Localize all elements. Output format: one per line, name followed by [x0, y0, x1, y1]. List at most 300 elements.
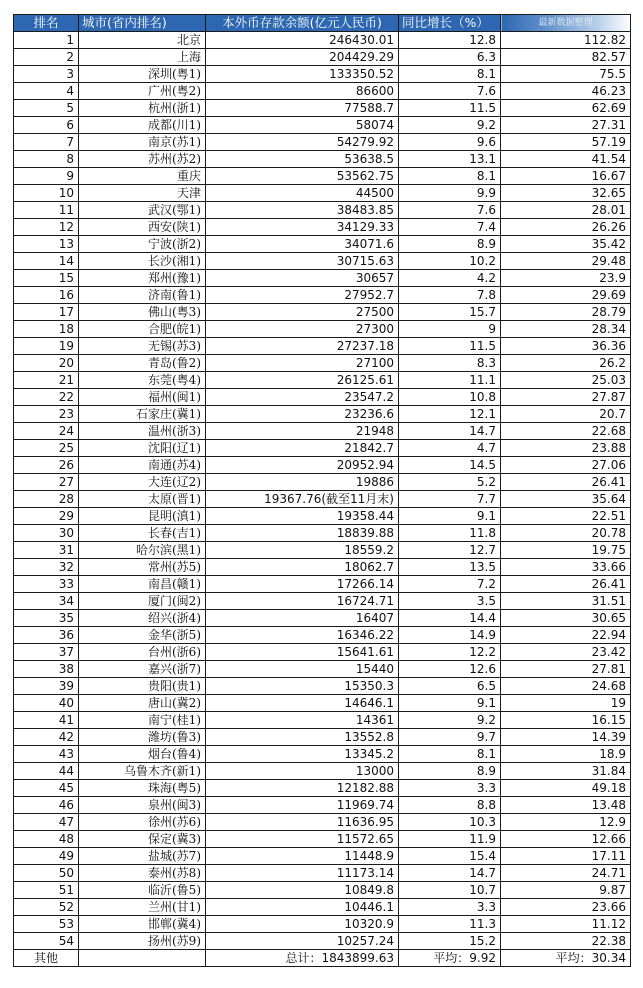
cell-extra: 20.7	[501, 406, 631, 423]
table-row	[14, 882, 631, 899]
cell-growth: 9.7	[399, 729, 501, 746]
cell-deposit: 13000	[206, 763, 399, 780]
cell-growth: 9	[399, 321, 501, 338]
cell-city: 长春(吉1)	[79, 525, 206, 542]
cell-city: 苏州(苏2)	[79, 151, 206, 168]
cell-extra: 26.26	[501, 219, 631, 236]
cell-city: 宁波(浙2)	[79, 236, 206, 253]
cell-growth: 10.3	[399, 814, 501, 831]
footer-extra-average: 平均：30.34	[501, 950, 631, 967]
cell-city: 贵阳(贵1)	[79, 678, 206, 695]
cell-rank: 9	[14, 168, 79, 185]
cell-deposit: 11448.9	[206, 848, 399, 865]
cell-rank: 32	[14, 559, 79, 576]
cell-deposit: 53638.5	[206, 151, 399, 168]
table-row	[14, 695, 631, 712]
cell-city: 徐州(苏6)	[79, 814, 206, 831]
header-growth: 同比增长（%）	[399, 15, 501, 32]
cell-growth: 14.7	[399, 423, 501, 440]
cell-growth: 7.7	[399, 491, 501, 508]
cell-deposit: 19886	[206, 474, 399, 491]
cell-extra: 22.68	[501, 423, 631, 440]
footer-growth-average: 平均：9.92	[399, 950, 501, 967]
table-row	[14, 219, 631, 236]
cell-city: 常州(苏5)	[79, 559, 206, 576]
table-row	[14, 151, 631, 168]
table-row	[14, 508, 631, 525]
deposit-ranking-table	[13, 14, 631, 967]
cell-growth: 9.9	[399, 185, 501, 202]
table-row	[14, 83, 631, 100]
table-row	[14, 797, 631, 814]
table-row	[14, 491, 631, 508]
cell-deposit: 11572.65	[206, 831, 399, 848]
cell-rank: 16	[14, 287, 79, 304]
cell-rank: 43	[14, 746, 79, 763]
cell-city: 烟台(鲁4)	[79, 746, 206, 763]
cell-rank: 31	[14, 542, 79, 559]
cell-city: 郑州(豫1)	[79, 270, 206, 287]
cell-rank: 40	[14, 695, 79, 712]
cell-extra: 23.9	[501, 270, 631, 287]
cell-city: 南宁(桂1)	[79, 712, 206, 729]
table-row	[14, 661, 631, 678]
cell-city: 上海	[79, 49, 206, 66]
cell-growth: 9.2	[399, 117, 501, 134]
table-row	[14, 780, 631, 797]
cell-rank: 50	[14, 865, 79, 882]
cell-extra: 57.19	[501, 134, 631, 151]
cell-rank: 15	[14, 270, 79, 287]
cell-extra: 13.48	[501, 797, 631, 814]
cell-extra: 16.15	[501, 712, 631, 729]
table-header-row	[14, 15, 631, 32]
cell-extra: 26.41	[501, 576, 631, 593]
cell-rank: 46	[14, 797, 79, 814]
cell-growth: 6.5	[399, 678, 501, 695]
cell-city: 青岛(鲁2)	[79, 355, 206, 372]
table-row	[14, 746, 631, 763]
cell-growth: 11.9	[399, 831, 501, 848]
cell-city: 北京	[79, 32, 206, 49]
cell-extra: 22.94	[501, 627, 631, 644]
table-row	[14, 576, 631, 593]
cell-rank: 23	[14, 406, 79, 423]
cell-rank: 8	[14, 151, 79, 168]
cell-growth: 15.7	[399, 304, 501, 321]
cell-city: 深圳(粤1)	[79, 66, 206, 83]
cell-city: 泉州(闽3)	[79, 797, 206, 814]
table-row	[14, 236, 631, 253]
cell-extra: 46.23	[501, 83, 631, 100]
cell-rank: 19	[14, 338, 79, 355]
cell-deposit: 21842.7	[206, 440, 399, 457]
cell-deposit: 34071.6	[206, 236, 399, 253]
cell-city: 邯郸(冀4)	[79, 916, 206, 933]
cell-city: 兰州(甘1)	[79, 899, 206, 916]
cell-growth: 13.5	[399, 559, 501, 576]
cell-rank: 1	[14, 32, 79, 49]
table-row	[14, 389, 631, 406]
cell-rank: 49	[14, 848, 79, 865]
table-row	[14, 440, 631, 457]
cell-city: 长沙(湘1)	[79, 253, 206, 270]
cell-extra: 28.01	[501, 202, 631, 219]
header-deposit: 本外币存款余额(亿元人民币)	[206, 15, 399, 32]
cell-city: 盐城(苏7)	[79, 848, 206, 865]
cell-extra: 41.54	[501, 151, 631, 168]
cell-extra: 112.82	[501, 32, 631, 49]
cell-deposit: 246430.01	[206, 32, 399, 49]
cell-deposit: 20952.94	[206, 457, 399, 474]
table-row	[14, 253, 631, 270]
table-row	[14, 899, 631, 916]
cell-city: 成都(川1)	[79, 117, 206, 134]
cell-deposit: 58074	[206, 117, 399, 134]
cell-growth: 10.7	[399, 882, 501, 899]
cell-deposit: 18062.7	[206, 559, 399, 576]
table-row	[14, 678, 631, 695]
cell-growth: 6.3	[399, 49, 501, 66]
cell-deposit: 27500	[206, 304, 399, 321]
cell-deposit: 54279.92	[206, 134, 399, 151]
cell-rank: 38	[14, 661, 79, 678]
table-row	[14, 593, 631, 610]
cell-extra: 16.67	[501, 168, 631, 185]
cell-city: 济南(鲁1)	[79, 287, 206, 304]
cell-extra: 62.69	[501, 100, 631, 117]
cell-city: 南京(苏1)	[79, 134, 206, 151]
cell-extra: 25.03	[501, 372, 631, 389]
cell-city: 温州(浙3)	[79, 423, 206, 440]
deposit-ranking-table-container	[13, 14, 630, 967]
cell-deposit: 13552.8	[206, 729, 399, 746]
cell-growth: 12.6	[399, 661, 501, 678]
cell-growth: 8.8	[399, 797, 501, 814]
cell-extra: 22.51	[501, 508, 631, 525]
cell-rank: 39	[14, 678, 79, 695]
cell-deposit: 15350.3	[206, 678, 399, 695]
cell-deposit: 86600	[206, 83, 399, 100]
cell-rank: 37	[14, 644, 79, 661]
cell-growth: 12.1	[399, 406, 501, 423]
cell-city: 佛山(粤3)	[79, 304, 206, 321]
cell-deposit: 38483.85	[206, 202, 399, 219]
table-row	[14, 270, 631, 287]
cell-city: 保定(冀3)	[79, 831, 206, 848]
table-row	[14, 712, 631, 729]
cell-deposit: 11969.74	[206, 797, 399, 814]
table-footer-row	[14, 950, 631, 967]
cell-growth: 14.5	[399, 457, 501, 474]
table-row	[14, 168, 631, 185]
table-row	[14, 474, 631, 491]
cell-deposit: 27952.7	[206, 287, 399, 304]
cell-growth: 3.3	[399, 780, 501, 797]
cell-rank: 33	[14, 576, 79, 593]
cell-rank: 53	[14, 916, 79, 933]
table-row	[14, 202, 631, 219]
cell-deposit: 11173.14	[206, 865, 399, 882]
cell-growth: 7.8	[399, 287, 501, 304]
cell-deposit: 77588.7	[206, 100, 399, 117]
cell-growth: 7.6	[399, 202, 501, 219]
cell-deposit: 53562.75	[206, 168, 399, 185]
table-row	[14, 831, 631, 848]
cell-growth: 8.3	[399, 355, 501, 372]
cell-city: 无锡(苏3)	[79, 338, 206, 355]
cell-city: 大连(辽2)	[79, 474, 206, 491]
cell-rank: 3	[14, 66, 79, 83]
cell-rank: 36	[14, 627, 79, 644]
cell-rank: 12	[14, 219, 79, 236]
cell-deposit: 10320.9	[206, 916, 399, 933]
cell-growth: 4.7	[399, 440, 501, 457]
cell-city: 乌鲁木齐(新1)	[79, 763, 206, 780]
cell-city: 广州(粤2)	[79, 83, 206, 100]
table-row	[14, 916, 631, 933]
cell-rank: 34	[14, 593, 79, 610]
cell-city: 扬州(苏9)	[79, 933, 206, 950]
cell-deposit: 27100	[206, 355, 399, 372]
cell-growth: 11.5	[399, 338, 501, 355]
header-city: 城市(省内排名)	[79, 15, 206, 32]
table-row	[14, 644, 631, 661]
cell-extra: 33.66	[501, 559, 631, 576]
table-row	[14, 100, 631, 117]
cell-growth: 10.8	[399, 389, 501, 406]
cell-growth: 12.2	[399, 644, 501, 661]
cell-growth: 5.2	[399, 474, 501, 491]
cell-rank: 11	[14, 202, 79, 219]
cell-rank: 42	[14, 729, 79, 746]
cell-rank: 7	[14, 134, 79, 151]
cell-growth: 7.4	[399, 219, 501, 236]
cell-city: 哈尔滨(黑1)	[79, 542, 206, 559]
cell-rank: 5	[14, 100, 79, 117]
cell-extra: 27.06	[501, 457, 631, 474]
cell-deposit: 19367.76(截至11月末)	[206, 491, 399, 508]
cell-rank: 44	[14, 763, 79, 780]
cell-rank: 18	[14, 321, 79, 338]
cell-extra: 24.68	[501, 678, 631, 695]
cell-city: 金华(浙5)	[79, 627, 206, 644]
cell-city: 合肥(皖1)	[79, 321, 206, 338]
table-row	[14, 559, 631, 576]
cell-extra: 26.2	[501, 355, 631, 372]
cell-growth: 11.5	[399, 100, 501, 117]
cell-rank: 14	[14, 253, 79, 270]
cell-rank: 51	[14, 882, 79, 899]
table-row	[14, 355, 631, 372]
cell-extra: 31.84	[501, 763, 631, 780]
cell-growth: 8.9	[399, 763, 501, 780]
cell-extra: 17.11	[501, 848, 631, 865]
table-row	[14, 66, 631, 83]
header-extra-watermark: 最新数据整理	[501, 15, 631, 32]
cell-deposit: 15641.61	[206, 644, 399, 661]
cell-rank: 17	[14, 304, 79, 321]
table-row	[14, 406, 631, 423]
cell-rank: 2	[14, 49, 79, 66]
cell-city: 泰州(苏8)	[79, 865, 206, 882]
cell-growth: 9.2	[399, 712, 501, 729]
cell-city: 绍兴(浙4)	[79, 610, 206, 627]
cell-rank: 21	[14, 372, 79, 389]
cell-extra: 23.42	[501, 644, 631, 661]
cell-deposit: 27300	[206, 321, 399, 338]
cell-extra: 75.5	[501, 66, 631, 83]
table-row	[14, 610, 631, 627]
cell-growth: 8.1	[399, 168, 501, 185]
table-row	[14, 372, 631, 389]
cell-deposit: 23236.6	[206, 406, 399, 423]
cell-deposit: 18559.2	[206, 542, 399, 559]
table-body	[14, 32, 631, 950]
cell-deposit: 14646.1	[206, 695, 399, 712]
cell-deposit: 21948	[206, 423, 399, 440]
table-row	[14, 117, 631, 134]
cell-city: 东莞(粤4)	[79, 372, 206, 389]
footer-deposit-total: 总计：1843899.63	[206, 950, 399, 967]
cell-deposit: 10446.1	[206, 899, 399, 916]
cell-rank: 30	[14, 525, 79, 542]
cell-deposit: 18839.88	[206, 525, 399, 542]
table-row	[14, 814, 631, 831]
cell-rank: 22	[14, 389, 79, 406]
cell-extra: 28.79	[501, 304, 631, 321]
table-row	[14, 525, 631, 542]
cell-extra: 20.78	[501, 525, 631, 542]
cell-extra: 9.87	[501, 882, 631, 899]
cell-growth: 7.2	[399, 576, 501, 593]
cell-rank: 41	[14, 712, 79, 729]
cell-extra: 32.65	[501, 185, 631, 202]
cell-deposit: 10257.24	[206, 933, 399, 950]
cell-deposit: 133350.52	[206, 66, 399, 83]
cell-rank: 24	[14, 423, 79, 440]
cell-rank: 10	[14, 185, 79, 202]
cell-rank: 27	[14, 474, 79, 491]
cell-growth: 14.7	[399, 865, 501, 882]
table-row	[14, 321, 631, 338]
cell-growth: 4.2	[399, 270, 501, 287]
cell-growth: 3.3	[399, 899, 501, 916]
cell-city: 沈阳(辽1)	[79, 440, 206, 457]
table-row	[14, 32, 631, 49]
table-row	[14, 49, 631, 66]
cell-extra: 22.38	[501, 933, 631, 950]
table-row	[14, 338, 631, 355]
cell-growth: 11.8	[399, 525, 501, 542]
cell-extra: 27.81	[501, 661, 631, 678]
cell-growth: 7.6	[399, 83, 501, 100]
cell-city: 石家庄(冀1)	[79, 406, 206, 423]
cell-city: 台州(浙6)	[79, 644, 206, 661]
cell-deposit: 16346.22	[206, 627, 399, 644]
cell-city: 重庆	[79, 168, 206, 185]
cell-city: 临沂(鲁5)	[79, 882, 206, 899]
cell-extra: 82.57	[501, 49, 631, 66]
cell-deposit: 16724.71	[206, 593, 399, 610]
cell-deposit: 14361	[206, 712, 399, 729]
cell-growth: 12.7	[399, 542, 501, 559]
table-row	[14, 542, 631, 559]
cell-growth: 10.2	[399, 253, 501, 270]
cell-deposit: 26125.61	[206, 372, 399, 389]
cell-deposit: 27237.18	[206, 338, 399, 355]
cell-extra: 35.42	[501, 236, 631, 253]
cell-city: 嘉兴(浙7)	[79, 661, 206, 678]
cell-rank: 47	[14, 814, 79, 831]
cell-growth: 8.1	[399, 66, 501, 83]
cell-growth: 8.9	[399, 236, 501, 253]
table-row	[14, 457, 631, 474]
header-rank: 排名	[14, 15, 79, 32]
cell-rank: 45	[14, 780, 79, 797]
cell-city: 潍坊(鲁3)	[79, 729, 206, 746]
cell-extra: 24.71	[501, 865, 631, 882]
cell-extra: 14.39	[501, 729, 631, 746]
cell-rank: 20	[14, 355, 79, 372]
cell-deposit: 10849.8	[206, 882, 399, 899]
cell-city: 西安(陕1)	[79, 219, 206, 236]
cell-growth: 15.4	[399, 848, 501, 865]
cell-deposit: 23547.2	[206, 389, 399, 406]
table-row	[14, 865, 631, 882]
cell-city: 南昌(赣1)	[79, 576, 206, 593]
cell-extra: 11.12	[501, 916, 631, 933]
cell-rank: 13	[14, 236, 79, 253]
cell-rank: 54	[14, 933, 79, 950]
cell-deposit: 34129.33	[206, 219, 399, 236]
cell-deposit: 12182.88	[206, 780, 399, 797]
cell-rank: 28	[14, 491, 79, 508]
cell-deposit: 30657	[206, 270, 399, 287]
cell-rank: 25	[14, 440, 79, 457]
cell-extra: 12.66	[501, 831, 631, 848]
cell-extra: 23.88	[501, 440, 631, 457]
cell-deposit: 17266.14	[206, 576, 399, 593]
cell-growth: 11.1	[399, 372, 501, 389]
table-row	[14, 729, 631, 746]
cell-extra: 36.36	[501, 338, 631, 355]
cell-extra: 19	[501, 695, 631, 712]
cell-extra: 18.9	[501, 746, 631, 763]
cell-deposit: 11636.95	[206, 814, 399, 831]
table-row	[14, 185, 631, 202]
cell-city: 唐山(冀2)	[79, 695, 206, 712]
footer-city	[79, 950, 206, 967]
cell-growth: 9.1	[399, 508, 501, 525]
table-row	[14, 933, 631, 950]
cell-rank: 26	[14, 457, 79, 474]
cell-growth: 8.1	[399, 746, 501, 763]
cell-extra: 35.64	[501, 491, 631, 508]
cell-growth: 9.6	[399, 134, 501, 151]
cell-rank: 35	[14, 610, 79, 627]
table-row	[14, 848, 631, 865]
cell-extra: 29.48	[501, 253, 631, 270]
cell-city: 厦门(闽2)	[79, 593, 206, 610]
cell-growth: 15.2	[399, 933, 501, 950]
cell-growth: 11.3	[399, 916, 501, 933]
cell-deposit: 15440	[206, 661, 399, 678]
cell-city: 南通(苏4)	[79, 457, 206, 474]
cell-deposit: 204429.29	[206, 49, 399, 66]
cell-city: 珠海(粤5)	[79, 780, 206, 797]
cell-rank: 48	[14, 831, 79, 848]
